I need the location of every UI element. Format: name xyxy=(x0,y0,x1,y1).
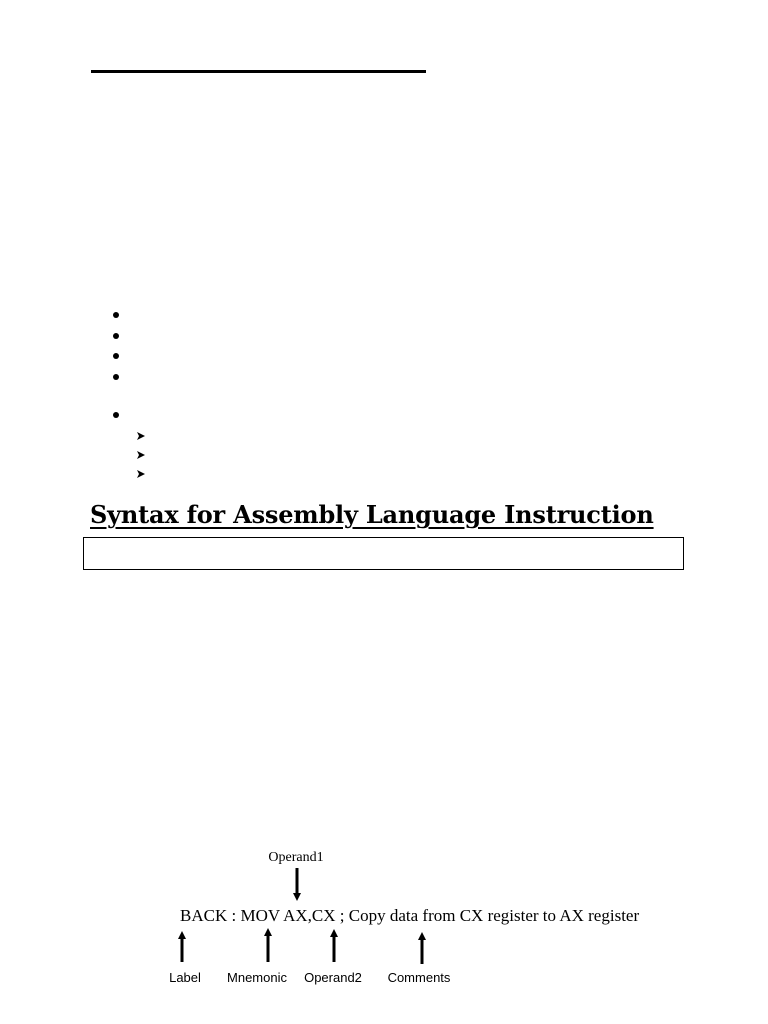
operand1-label: Operand1 xyxy=(268,850,324,865)
label-label: Label xyxy=(169,970,201,985)
mnemonic-label: Mnemonic xyxy=(227,970,287,985)
instruction-text: BACK : MOV AX,CX ; Copy data from CX register to AX register xyxy=(180,906,640,925)
operand2-label: Operand2 xyxy=(304,970,362,985)
comments-label: Comments xyxy=(387,970,451,985)
section-heading: Syntax for Assembly Language Instruction xyxy=(90,500,654,529)
